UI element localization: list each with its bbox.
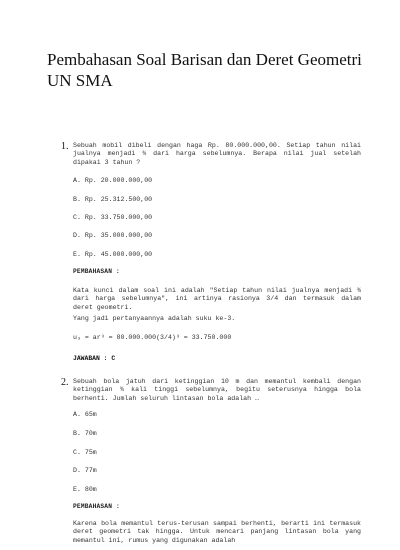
question-2-discussion-heading: PEMBAHASAN : [73,503,120,510]
question-1-option-d: D. Rp. 35.000.000,00 [73,232,153,239]
page-title: Pembahasan Soal Barisan dan Deret Geometri UN SMA [47,50,362,90]
question-1-answer: JAWABAN : C [73,355,116,362]
question-1-number: 1. [61,141,69,152]
question-1-option-a: A. Rp. 20.000.000,00 [73,177,153,184]
question-2-option-b: B. 70m [73,430,97,437]
question-2-option-c: C. 75m [73,449,97,456]
question-2-option-d: D. 77m [73,467,97,474]
question-1-text: Sebuah mobil dibeli dengan haga Rp. 80.000.000,00. Setiap tahun nilai jualnya menjadi ¾ dari harga sebelumnya. Berapa nilai jual setelah dipakai 3 tahun ? [73,142,361,166]
question-2-number: 2. [61,377,69,388]
question-1-option-e: E. Rp. 45.000.000,00 [73,251,153,258]
question-2-option-a: A. 65m [73,411,97,418]
question-1-option-c: C. Rp. 33.750.000,00 [73,214,153,221]
question-2-text: Sebuah bola jatuh dari ketinggian 10 m dan memantul kembali dengan ketinggian ¾ kali tinggi sebelumnya, begitu seterusnya hingga bola berhenti. Jumlah seluruh lintasan bola adalah … [73,378,361,402]
question-1-discussion-para-1: Kata kunci dalam soal ini adalah "Setiap tahun nilai jualnya menjadi ¾ dari harga sebelumnya", ini artinya rasionya 3/4 dan termasuk dalam deret geometri. [73,287,361,311]
question-1-option-b: B. Rp. 25.312.500,00 [73,196,153,203]
question-2-option-e: E. 80m [73,486,97,493]
question-1-discussion-para-2: Yang jadi pertanyaannya adalah suku ke-3. [73,315,236,322]
question-2-discussion-para-1: Karena bola memantul terus-terusan sampai berhenti, berarti ini termasuk deret geometri tak hingga. Untuk mencari panjang lintasan bola yang memantul ini, rumus yang digunakan adalah [73,520,361,544]
question-1-discussion-heading: PEMBAHASAN : [73,268,120,275]
question-1-formula: u₃ = ar³ = 80.000.000(3/4)³ = 33.750.000 [73,334,232,341]
